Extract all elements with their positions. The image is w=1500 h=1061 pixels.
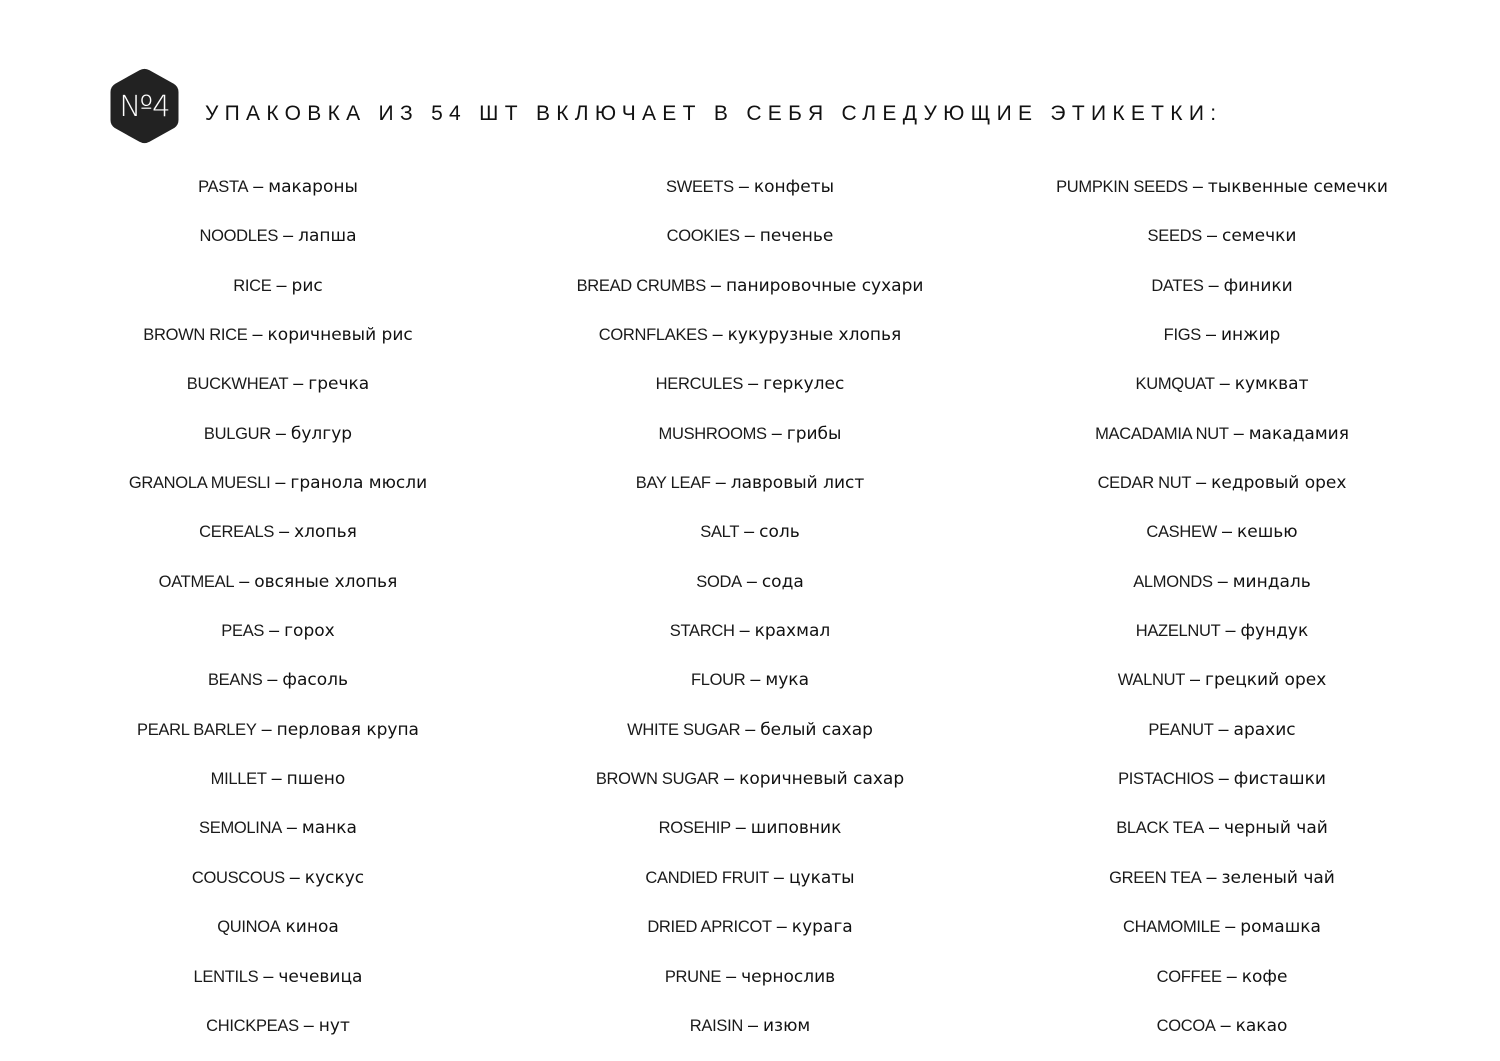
label-item bbox=[42, 952, 514, 1001]
label-english: MUSHROOMS bbox=[658, 424, 767, 443]
label-item bbox=[42, 261, 514, 310]
label-english: DATES bbox=[1151, 276, 1204, 295]
label-separator: – bbox=[234, 570, 255, 591]
label-item bbox=[986, 754, 1458, 803]
label-english: SALT bbox=[700, 523, 740, 542]
page-title: УПАКОВКА ИЗ 54 ШТ ВКЛЮЧАЕТ В СЕБЯ СЛЕДУЮЩИЕ ЭТИКЕТКИ: bbox=[205, 102, 1223, 125]
label-russian: геркулес bbox=[763, 374, 845, 395]
label-separator: – bbox=[288, 373, 309, 394]
label-item bbox=[514, 754, 986, 803]
label-separator: – bbox=[266, 768, 287, 789]
label-separator: – bbox=[1220, 916, 1241, 937]
label-separator: – bbox=[1212, 570, 1233, 591]
label-item bbox=[514, 261, 986, 310]
label-russian: лапша bbox=[298, 226, 357, 247]
label-item bbox=[986, 359, 1458, 408]
label-item bbox=[514, 952, 986, 1001]
label-item bbox=[514, 902, 986, 951]
label-column-3 bbox=[986, 162, 1458, 1050]
label-english: CHICKPEAS bbox=[206, 1016, 299, 1035]
label-english: PEANUT bbox=[1148, 720, 1214, 739]
label-russian: финики bbox=[1223, 275, 1293, 296]
label-russian: кумкват bbox=[1234, 374, 1309, 395]
label-russian: перловая крупа bbox=[276, 719, 419, 740]
label-separator: – bbox=[281, 817, 302, 838]
label-separator: – bbox=[734, 620, 755, 641]
label-item bbox=[986, 211, 1458, 260]
label-russian: киноа bbox=[285, 917, 339, 938]
label-item bbox=[514, 162, 986, 211]
label-english: CANDIED FRUIT bbox=[645, 868, 769, 887]
label-item bbox=[42, 606, 514, 655]
label-russian: арахис bbox=[1233, 719, 1296, 740]
label-russian: семечки bbox=[1222, 226, 1297, 247]
label-english: COCOA bbox=[1156, 1016, 1216, 1035]
label-russian: пшено bbox=[286, 769, 346, 790]
label-russian: булгур bbox=[290, 423, 353, 444]
label-english: BEANS bbox=[207, 671, 263, 690]
label-item bbox=[986, 803, 1458, 852]
label-separator: – bbox=[1200, 324, 1221, 345]
label-item bbox=[42, 754, 514, 803]
label-separator: – bbox=[707, 324, 728, 345]
label-item bbox=[986, 261, 1458, 310]
label-item bbox=[42, 557, 514, 606]
label-item bbox=[514, 606, 986, 655]
label-english: ALMONDS bbox=[1133, 572, 1213, 591]
label-english: MACADAMIA NUT bbox=[1095, 424, 1229, 443]
label-item bbox=[986, 606, 1458, 655]
label-english: SEMOLINA bbox=[199, 819, 282, 838]
label-item bbox=[514, 507, 986, 556]
label-item bbox=[42, 310, 514, 359]
label-separator: – bbox=[1215, 1014, 1236, 1035]
label-item bbox=[42, 902, 514, 951]
label-russian: цукаты bbox=[788, 867, 855, 888]
label-item bbox=[514, 409, 986, 458]
label-separator: – bbox=[264, 620, 285, 641]
label-russian: кешью bbox=[1237, 522, 1298, 543]
label-russian: мука bbox=[765, 670, 809, 691]
label-item bbox=[514, 310, 986, 359]
label-item bbox=[42, 803, 514, 852]
label-english: PISTACHIOS bbox=[1118, 770, 1214, 789]
label-english: ROSEHIP bbox=[658, 819, 731, 838]
label-item bbox=[42, 162, 514, 211]
label-russian: миндаль bbox=[1232, 571, 1311, 592]
label-russian: коричневый сахар bbox=[739, 769, 905, 790]
label-russian: соль bbox=[759, 522, 800, 543]
label-russian: чечевица bbox=[278, 966, 363, 987]
label-separator: – bbox=[710, 472, 731, 493]
label-russian: лавровый лист bbox=[730, 473, 865, 494]
label-english: BULGUR bbox=[203, 424, 271, 443]
label-russian: белый сахар bbox=[760, 719, 873, 740]
label-separator: – bbox=[743, 373, 764, 394]
label-separator: – bbox=[1216, 521, 1237, 542]
label-item bbox=[986, 458, 1458, 507]
label-russian: чернослив bbox=[741, 966, 836, 987]
label-russian: какао bbox=[1235, 1015, 1288, 1036]
label-separator: – bbox=[256, 718, 277, 739]
label-english: FIGS bbox=[1163, 326, 1201, 345]
label-separator: – bbox=[247, 324, 268, 345]
label-russian: крахмал bbox=[754, 621, 831, 642]
label-english: RAISIN bbox=[689, 1016, 743, 1035]
number-badge bbox=[110, 68, 179, 144]
label-english: COFFEE bbox=[1156, 967, 1222, 986]
label-russian: фисташки bbox=[1233, 769, 1326, 790]
label-russian: кедровый орех bbox=[1211, 473, 1347, 494]
label-english: HAZELNUT bbox=[1135, 622, 1221, 641]
label-separator: – bbox=[1213, 768, 1234, 789]
label-separator: – bbox=[1187, 176, 1208, 196]
label-separator: – bbox=[745, 669, 766, 690]
label-separator: – bbox=[1201, 225, 1222, 246]
label-item bbox=[42, 655, 514, 704]
label-separator: – bbox=[739, 521, 760, 542]
label-separator: – bbox=[1214, 373, 1235, 394]
label-column-2 bbox=[514, 162, 986, 1050]
label-separator: – bbox=[739, 225, 760, 246]
label-separator: – bbox=[258, 965, 279, 986]
label-item bbox=[42, 211, 514, 260]
label-item bbox=[986, 409, 1458, 458]
label-english: CEREALS bbox=[199, 523, 275, 542]
label-item bbox=[986, 507, 1458, 556]
label-separator: – bbox=[298, 1014, 319, 1035]
label-item bbox=[42, 409, 514, 458]
label-russian: хлопья bbox=[294, 522, 357, 543]
label-english: BAY LEAF bbox=[635, 474, 711, 493]
label-separator: – bbox=[278, 225, 299, 246]
label-english: BROWN SUGAR bbox=[595, 770, 720, 789]
label-english: PUMPKIN SEEDS bbox=[1056, 178, 1188, 196]
label-english: PEAS bbox=[221, 622, 265, 641]
label-russian: панировочные сухари bbox=[725, 275, 924, 296]
label-russian: инжир bbox=[1221, 325, 1281, 346]
label-separator: – bbox=[733, 176, 754, 196]
label-russian: сода bbox=[761, 571, 804, 592]
label-item bbox=[986, 705, 1458, 754]
label-english: CASHEW bbox=[1146, 523, 1217, 542]
label-separator: – bbox=[740, 718, 761, 739]
label-separator: – bbox=[1220, 620, 1241, 641]
label-russian: макароны bbox=[268, 177, 358, 197]
label-russian: гранола мюсли bbox=[290, 473, 428, 494]
label-item bbox=[514, 359, 986, 408]
label-item bbox=[986, 310, 1458, 359]
label-russian: фасоль bbox=[282, 670, 349, 691]
label-column-1 bbox=[42, 162, 514, 1050]
label-english: FLOUR bbox=[690, 671, 746, 690]
label-english: CHAMOMILE bbox=[1123, 918, 1221, 937]
label-english: DRIED APRICOT bbox=[647, 918, 772, 937]
label-separator: – bbox=[1185, 669, 1206, 690]
label-separator: – bbox=[719, 768, 740, 789]
label-russian: коричневый рис bbox=[267, 325, 413, 346]
label-item bbox=[986, 1001, 1458, 1050]
label-english: HERCULES bbox=[655, 375, 744, 394]
label-separator: – bbox=[721, 965, 742, 986]
label-separator: – bbox=[742, 1014, 763, 1035]
label-english: RICE bbox=[233, 276, 272, 295]
label-english: BROWN RICE bbox=[143, 326, 248, 345]
label-item bbox=[986, 162, 1458, 211]
label-separator: – bbox=[271, 274, 292, 295]
label-russian: зеленый чай bbox=[1221, 867, 1335, 888]
label-english: BREAD CRUMBS bbox=[576, 276, 706, 295]
label-item bbox=[986, 557, 1458, 606]
label-item bbox=[986, 952, 1458, 1001]
label-item bbox=[42, 853, 514, 902]
label-separator: – bbox=[284, 866, 305, 887]
label-item bbox=[514, 655, 986, 704]
label-item bbox=[986, 902, 1458, 951]
label-english: CEDAR NUT bbox=[1097, 474, 1192, 493]
label-item bbox=[986, 655, 1458, 704]
label-english: SODA bbox=[696, 572, 742, 591]
label-english: CORNFLAKES bbox=[598, 326, 708, 345]
label-english: SEEDS bbox=[1147, 227, 1202, 246]
label-separator: – bbox=[1203, 817, 1224, 838]
label-russian: тыквенные семечки bbox=[1207, 177, 1388, 197]
label-russian: шиповник bbox=[750, 818, 842, 839]
label-russian: кофе bbox=[1241, 966, 1288, 987]
label-separator: – bbox=[1203, 274, 1224, 295]
label-separator: – bbox=[1201, 866, 1222, 887]
label-english: PEARL BARLEY bbox=[137, 720, 257, 739]
label-russian: рис bbox=[291, 275, 323, 296]
label-separator: – bbox=[771, 916, 792, 937]
label-russian: грибы bbox=[786, 423, 842, 444]
label-english: OATMEAL bbox=[158, 572, 235, 591]
label-english: COUSCOUS bbox=[191, 868, 285, 887]
label-item bbox=[514, 458, 986, 507]
label-russian: фундук bbox=[1240, 621, 1309, 642]
label-item bbox=[514, 557, 986, 606]
label-english: QUINOA bbox=[217, 918, 281, 937]
label-english: WALNUT bbox=[1117, 671, 1185, 690]
label-russian: черный чай bbox=[1224, 818, 1328, 839]
label-separator: – bbox=[741, 570, 762, 591]
label-separator: – bbox=[730, 817, 751, 838]
label-russian: печенье bbox=[759, 226, 834, 247]
label-russian: манка bbox=[301, 818, 357, 839]
label-russian: грецкий орех bbox=[1205, 670, 1327, 691]
label-english: PASTA bbox=[198, 178, 249, 196]
label-russian: горох bbox=[284, 621, 335, 642]
label-russian: нут bbox=[318, 1015, 350, 1036]
label-separator: – bbox=[1213, 718, 1234, 739]
label-russian: кускус bbox=[304, 867, 365, 888]
label-russian: курага bbox=[791, 917, 853, 938]
label-russian: кукурузные хлопья bbox=[727, 325, 902, 346]
label-separator: – bbox=[262, 669, 283, 690]
label-english: MILLET bbox=[210, 770, 267, 789]
label-item bbox=[514, 705, 986, 754]
label-item bbox=[514, 803, 986, 852]
label-english: KUMQUAT bbox=[1135, 375, 1215, 394]
label-item bbox=[42, 458, 514, 507]
label-item bbox=[42, 507, 514, 556]
label-english: BUCKWHEAT bbox=[186, 375, 289, 394]
label-russian: овсяные хлопья bbox=[254, 571, 398, 592]
label-english: COOKIES bbox=[666, 227, 740, 246]
label-english: NOODLES bbox=[199, 227, 279, 246]
label-english: GREEN TEA bbox=[1109, 868, 1202, 887]
label-item bbox=[42, 705, 514, 754]
label-item bbox=[514, 211, 986, 260]
label-russian: изюм bbox=[763, 1015, 811, 1036]
label-english: PRUNE bbox=[664, 967, 722, 986]
label-english: BLACK TEA bbox=[1116, 819, 1204, 838]
label-item bbox=[514, 1001, 986, 1050]
label-item bbox=[514, 853, 986, 902]
label-russian: конфеты bbox=[753, 177, 834, 197]
label-separator: – bbox=[274, 521, 295, 542]
label-separator: – bbox=[1228, 422, 1249, 443]
label-separator: – bbox=[1221, 965, 1242, 986]
label-separator: – bbox=[1191, 472, 1212, 493]
label-english: SWEETS bbox=[666, 178, 734, 196]
label-item bbox=[42, 1001, 514, 1050]
label-english: LENTILS bbox=[193, 967, 259, 986]
label-separator: – bbox=[248, 176, 269, 196]
label-russian: макадамия bbox=[1248, 423, 1349, 444]
label-separator: – bbox=[270, 472, 291, 493]
label-separator: – bbox=[705, 274, 726, 295]
label-russian: гречка bbox=[308, 374, 370, 395]
badge-number: №4 bbox=[119, 89, 170, 123]
label-separator: – bbox=[766, 422, 787, 443]
label-english: STARCH bbox=[669, 622, 735, 641]
label-english: GRANOLA MUESLI bbox=[128, 474, 271, 493]
label-separator: – bbox=[270, 422, 291, 443]
label-item bbox=[42, 359, 514, 408]
label-russian: ромашка bbox=[1240, 917, 1321, 938]
label-item bbox=[986, 853, 1458, 902]
label-separator: – bbox=[768, 866, 789, 887]
label-english: WHITE SUGAR bbox=[627, 720, 741, 739]
